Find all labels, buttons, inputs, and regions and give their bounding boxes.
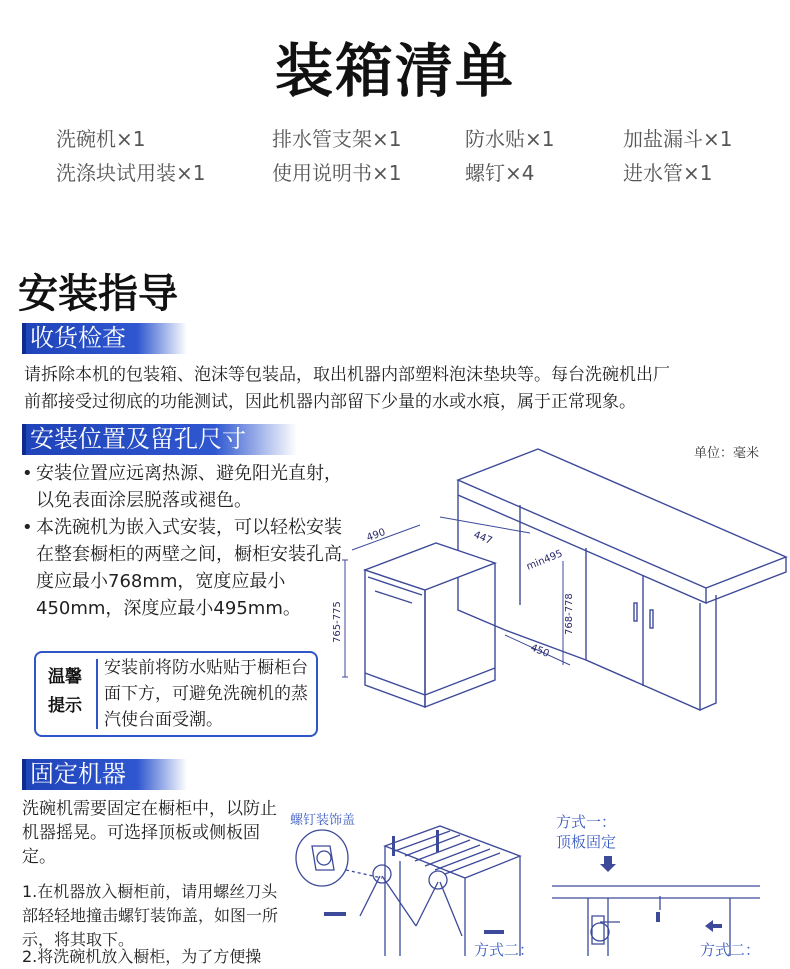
tip-label: 温馨 提示	[48, 667, 82, 716]
dim-450: 450	[528, 642, 551, 660]
packing-item: 洗涤块试用装×1	[56, 161, 206, 185]
receipt-text-line2: 前都接受过彻底的功能测试，因此机器内部留下少量的水或水痕，属于正常现象。	[24, 392, 636, 412]
method1-caption-a: 方式一：	[556, 813, 617, 831]
method1-caption-b: 顶板固定	[556, 833, 617, 851]
fix-step2: 2.将洗碗机放入橱柜，为了方便操	[22, 947, 262, 966]
dim-765-775: 765-775	[332, 601, 343, 643]
dim-min495: min495	[525, 548, 565, 573]
installation-dimension-diagram	[330, 445, 790, 725]
dim-768-778: 768-778	[564, 593, 575, 635]
packing-item: 排水管支架×1	[272, 127, 402, 151]
receipt-text-line1: 请拆除本机的包装箱、泡沫等包装品，取出机器内部塑料泡沫垫块等。每台洗碗机出厂	[24, 365, 670, 385]
packing-item: 进水管×1	[623, 161, 713, 185]
packing-item: 螺钉×4	[465, 161, 535, 185]
method2-caption: 方式二：	[474, 941, 535, 959]
dim-490: 490	[365, 526, 387, 544]
unit-label: 单位：毫米	[694, 446, 760, 461]
packing-item: 洗碗机×1	[56, 127, 146, 151]
packing-item: 防水贴×1	[465, 127, 555, 151]
install-position-bar: 安装位置及留孔尺寸	[22, 424, 297, 455]
install-heading: 安装指导	[18, 271, 178, 317]
bullet-item: • 安装位置应远离热源、避免阳光直射，以免表面涂层脱落或褪色。	[22, 460, 342, 514]
bullet-item: • 本洗碗机为嵌入式安装，可以轻松安装在整套橱柜的两壁之间，橱柜安装孔高度应最小768mm，宽度应最小450mm，深度应最小495mm。	[22, 514, 342, 622]
receipt-check-bar: 收货检查	[22, 323, 187, 354]
tip-divider	[96, 659, 98, 729]
method2-caption-right: 方式二：	[700, 941, 761, 959]
fix-machine-bar: 固定机器	[22, 759, 187, 790]
fix-intro: 洗碗机需要固定在橱柜中，以防止机器摇晃。可选择顶板或侧板固定。	[22, 799, 277, 867]
install-position-bullets	[22, 460, 342, 622]
tip-text: 安装前将防水贴贴于橱柜台面下方，可避免洗碗机的蒸汽使台面受潮。	[104, 658, 308, 730]
fix-step1: 1.在机器放入橱柜前，请用螺丝刀头部轻轻地撞击螺钉装饰盖，如图一所示，将其取下。	[22, 882, 279, 949]
dim-447: 447	[471, 529, 494, 547]
packing-item: 加盐漏斗×1	[623, 127, 733, 151]
packing-item: 使用说明书×1	[272, 161, 402, 185]
fixing-diagram	[290, 826, 780, 956]
screw-cover-caption: 螺钉装饰盖	[290, 813, 356, 828]
page-title: 装箱清单	[274, 37, 515, 105]
tip-box	[34, 651, 318, 737]
